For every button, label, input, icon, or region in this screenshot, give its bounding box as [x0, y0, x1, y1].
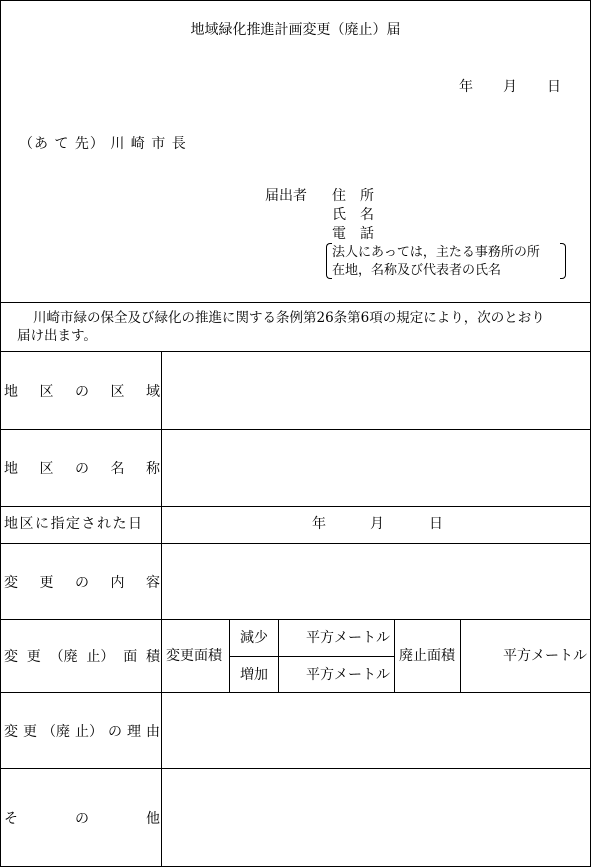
- header-date-day: 日: [547, 79, 561, 95]
- district-area-value[interactable]: [162, 352, 590, 429]
- label-change-area: [4, 620, 160, 692]
- abolish-area-unit: 平方メートル: [503, 648, 587, 664]
- statement-line1: 川崎市緑の保全及び緑化の推進に関する条例第26条第6項の規定により，次のとおり: [33, 310, 545, 326]
- right-bracket: [560, 243, 566, 279]
- area-col-divider-4: [460, 619, 461, 692]
- decrease-unit: 平方メートル: [306, 630, 390, 646]
- change-content-value[interactable]: [162, 544, 590, 619]
- other-value[interactable]: [162, 769, 590, 866]
- label-char: （廃: [42, 723, 70, 740]
- label-char: 由: [146, 723, 160, 740]
- label-char: 更: [26, 649, 41, 665]
- label-char: 理: [127, 723, 141, 740]
- label-district-area: [4, 352, 160, 429]
- area-row-split: [229, 656, 395, 657]
- corporate-note-bracket: [326, 243, 566, 279]
- label-char: 変: [4, 574, 18, 591]
- label-char: 地: [4, 383, 18, 400]
- label-char: 変: [4, 649, 18, 665]
- label-district-name: [4, 430, 160, 506]
- label-char: 区: [110, 383, 125, 400]
- label-char: 他: [146, 810, 160, 827]
- label-char: 区: [39, 383, 54, 400]
- label-char: 容: [146, 574, 160, 591]
- submitter-name-label: 氏 名: [332, 207, 374, 223]
- corporate-note-line1: 法人にあっては，主たる事務所の所: [332, 245, 540, 260]
- label-char: 止）: [86, 649, 115, 665]
- label-char: （廃: [49, 649, 78, 665]
- submitter-phone-label: 電 話: [332, 226, 374, 242]
- submitter-heading: 届出者: [265, 188, 307, 204]
- decrease-label: 減少: [240, 630, 268, 646]
- submitter-address-label: 住 所: [332, 188, 374, 204]
- header-date-year: 年: [459, 79, 473, 95]
- change-reason-value[interactable]: [162, 693, 590, 768]
- label-change-content: [4, 544, 160, 619]
- corporate-note-line2: 在地，名称及び代表者の氏名: [332, 263, 502, 278]
- label-char: 更: [23, 723, 37, 740]
- label-char: 称: [146, 461, 160, 477]
- label-char: 積: [145, 649, 160, 665]
- label-char: 域: [146, 383, 160, 400]
- form-title: 地域緑化推進計画変更（廃止）届: [190, 22, 401, 38]
- header-date-month: 月: [503, 79, 517, 95]
- addressee: （あ て 先） 川 崎 市 長: [19, 136, 187, 152]
- label-other: [4, 769, 160, 866]
- label-char: 区: [39, 461, 54, 477]
- designated-date-year: 年: [312, 516, 326, 532]
- label-char: 地: [4, 461, 18, 477]
- designated-date-month: 月: [370, 516, 384, 532]
- increase-label: 増加: [240, 667, 268, 683]
- statement-line2: 届け出ます。: [17, 328, 97, 344]
- label-char: の: [75, 574, 89, 591]
- change-area-label: 変更面積: [166, 648, 222, 664]
- district-name-value[interactable]: [162, 430, 590, 506]
- label-char: の: [75, 383, 89, 400]
- label-char: の: [75, 461, 89, 477]
- label-char: 止）: [75, 723, 103, 740]
- label-designated-date: 地区に指定された日: [4, 516, 144, 532]
- label-char: そ: [4, 810, 18, 827]
- label-char: の: [75, 810, 89, 827]
- divider-top: [1, 302, 590, 303]
- increase-unit: 平方メートル: [306, 667, 390, 683]
- label-char: 名: [110, 461, 125, 477]
- label-change-reason: [4, 693, 160, 768]
- table-line-3: [1, 506, 590, 507]
- label-char: 更: [39, 574, 54, 591]
- label-char: 面: [123, 649, 138, 665]
- label-char: 内: [110, 574, 125, 591]
- designated-date-day: 日: [429, 516, 443, 532]
- abolish-area-label: 廃止面積: [399, 648, 455, 664]
- label-char: の: [108, 723, 122, 740]
- label-char: 変: [4, 723, 18, 740]
